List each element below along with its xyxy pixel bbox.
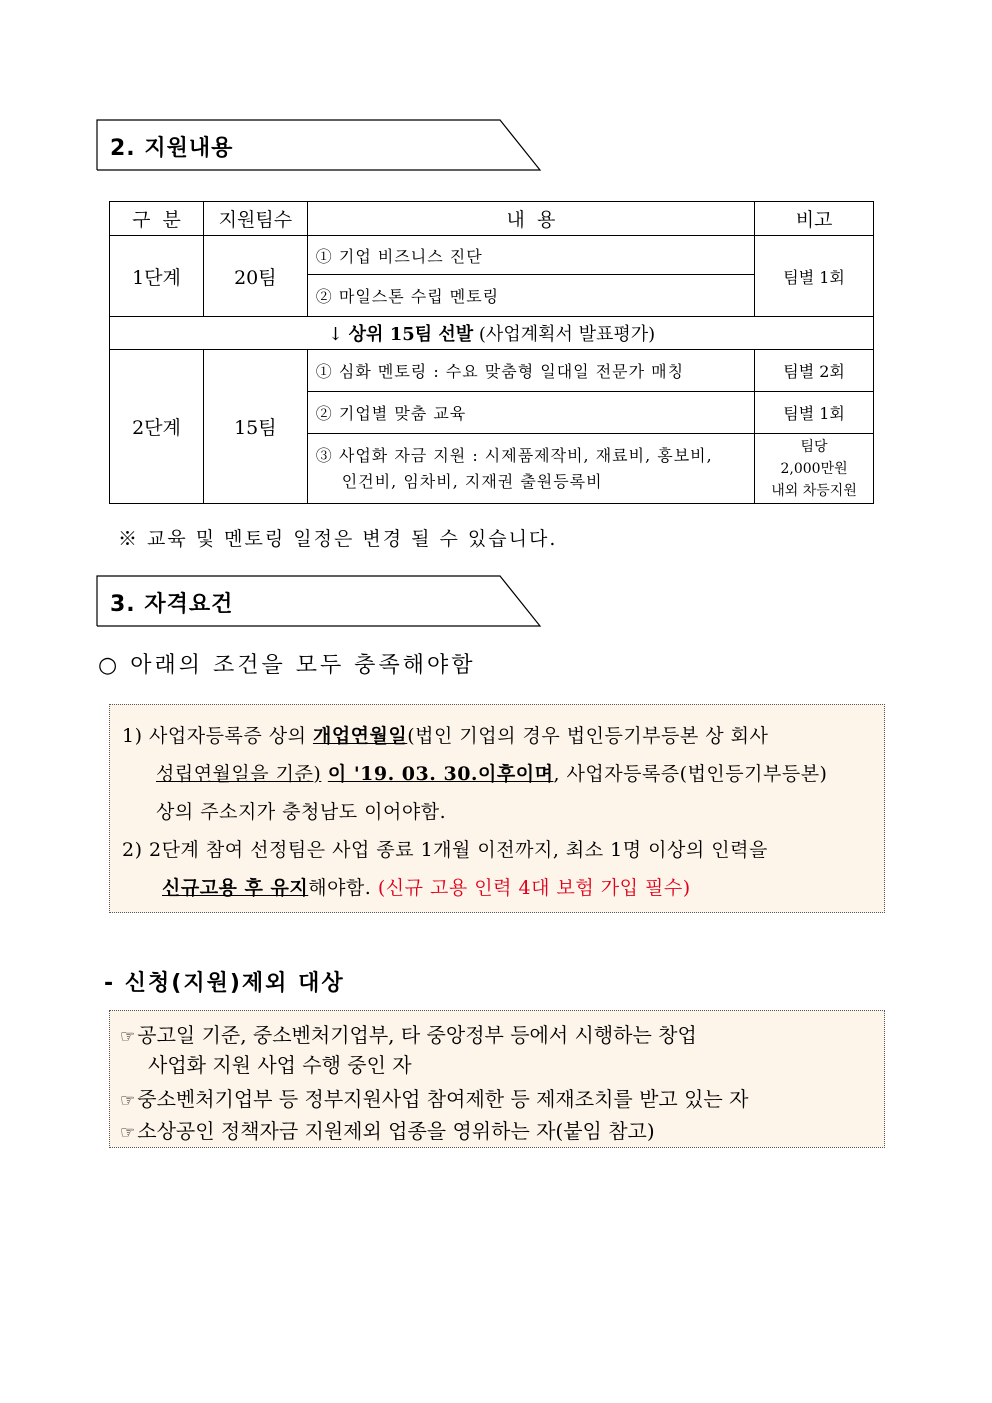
condition-1-line-1 <box>122 721 768 748</box>
stage1-teams: 20팀 <box>203 236 307 317</box>
exclusion-item <box>120 1019 697 1048</box>
header-category: 구 분 <box>110 202 204 236</box>
note-line: 팀당 <box>800 438 828 455</box>
note-line: 내외 차등지원 <box>771 482 857 499</box>
selection-row <box>110 317 874 350</box>
conditions-intro: ○ 아래의 조건을 모두 충족해야함 <box>98 653 476 678</box>
stage1-item-1: ① 기업 비즈니스 진단 <box>307 236 754 275</box>
stage2-teams: 15팀 <box>203 350 307 504</box>
table-row <box>110 350 874 392</box>
exclusion-text: 소상공인 정책자금 지원제외 업종을 영위하는 자(붙임 참고) <box>137 1119 655 1143</box>
support-content-table <box>109 201 874 504</box>
schedule-remark: ※ 교육 및 멘토링 일정은 변경 될 수 있습니다. <box>118 528 558 550</box>
table-row <box>110 236 874 275</box>
exclusion-item-cont: 사업화 지원 사업 수행 중인 자 <box>148 1053 412 1077</box>
condition-text: (법인 기업의 경우 법인등기부등본 상 회사 <box>407 725 769 747</box>
exclusion-box <box>109 1010 885 1148</box>
condition-2-line-1 <box>122 835 768 862</box>
condition-text: 2단계 참여 선정팀은 사업 종료 1개월 이전까지, 최소 1명 이상의 인력을 <box>142 839 768 861</box>
section-2-header <box>96 119 542 171</box>
date-emphasis: 이 '19. 03. 30.이후이며 <box>327 763 554 785</box>
selection-cell <box>110 317 874 350</box>
pointing-hand-icon: ☞ <box>120 1027 136 1047</box>
opening-date-emphasis: 개업연월일 <box>312 725 408 747</box>
stage2-name: 2단계 <box>110 350 204 504</box>
condition-1-line-3: 상의 주소지가 충청남도 이어야함. <box>156 801 447 823</box>
stage2-item-1: ① 심화 멘토링 : 수요 맞춤형 일대일 전문가 매칭 <box>307 350 754 392</box>
exclusion-item <box>120 1083 748 1112</box>
table-header-row <box>110 202 874 236</box>
stage2-note-2: 팀별 1회 <box>755 392 874 434</box>
selection-normal: (사업계획서 발표평가) <box>473 324 656 345</box>
condition-text: 해야함. <box>308 877 378 899</box>
pointing-hand-icon: ☞ <box>120 1123 136 1143</box>
exclusion-title: - 신청(지원)제외 대상 <box>104 971 345 996</box>
stage2-note-3 <box>755 434 874 504</box>
condition-1-num: 1) <box>122 725 143 747</box>
insurance-note: (신규 고용 인력 4대 보험 가입 필수) <box>377 877 691 899</box>
condition-text: , 사업자등록증(법인등기부등본) <box>553 763 828 785</box>
section-3-header <box>96 575 542 627</box>
exclusion-text: 공고일 기준, 중소벤처기업부, 타 중앙정부 등에서 시행하는 창업 <box>137 1023 697 1047</box>
header-remark: 비고 <box>755 202 874 236</box>
condition-2-line-2 <box>162 873 691 900</box>
condition-2-num: 2) <box>122 839 143 861</box>
header-content: 내 용 <box>307 202 754 236</box>
stage2-item-3-line1: ③ 사업화 자금 지원 : 시제품제작비, 재료비, 홍보비, <box>315 445 713 465</box>
section-3-title: 3. 자격요건 <box>110 592 234 617</box>
down-arrow-icon: ↓ <box>327 324 343 345</box>
condition-text: 성립연월일을 기준 <box>156 763 314 785</box>
stage2-note-1: 팀별 2회 <box>755 350 874 392</box>
pointing-hand-icon: ☞ <box>120 1091 136 1111</box>
header-team-count: 지원팀수 <box>203 202 307 236</box>
stage1-note: 팀별 1회 <box>755 236 874 317</box>
stage2-item-3 <box>307 434 754 504</box>
stage2-item-3-line2: 인건비, 임차비, 지재권 출원등록비 <box>341 471 603 491</box>
stage2-item-2: ② 기업별 맞춤 교육 <box>307 392 754 434</box>
exclusion-item <box>120 1115 655 1144</box>
stage1-name: 1단계 <box>110 236 204 317</box>
condition-text: 사업자등록증 상의 <box>142 725 313 747</box>
section-2-title: 2. 지원내용 <box>110 136 234 161</box>
note-line: 2,000만원 <box>780 460 848 477</box>
selection-bold: 상위 15팀 선발 <box>348 324 474 345</box>
conditions-box <box>109 704 885 913</box>
stage1-item-2: ② 마일스톤 수립 멘토링 <box>307 275 754 317</box>
new-hire-emphasis: 신규고용 후 유지 <box>162 877 309 899</box>
condition-1-line-2: 성립연월일을 기준) 이 '19. 03. 30.이후이며, 사업자등록증(법인등기부등본) <box>156 763 828 785</box>
exclusion-text: 중소벤처기업부 등 정부지원사업 참여제한 등 제재조치를 받고 있는 자 <box>137 1087 749 1111</box>
